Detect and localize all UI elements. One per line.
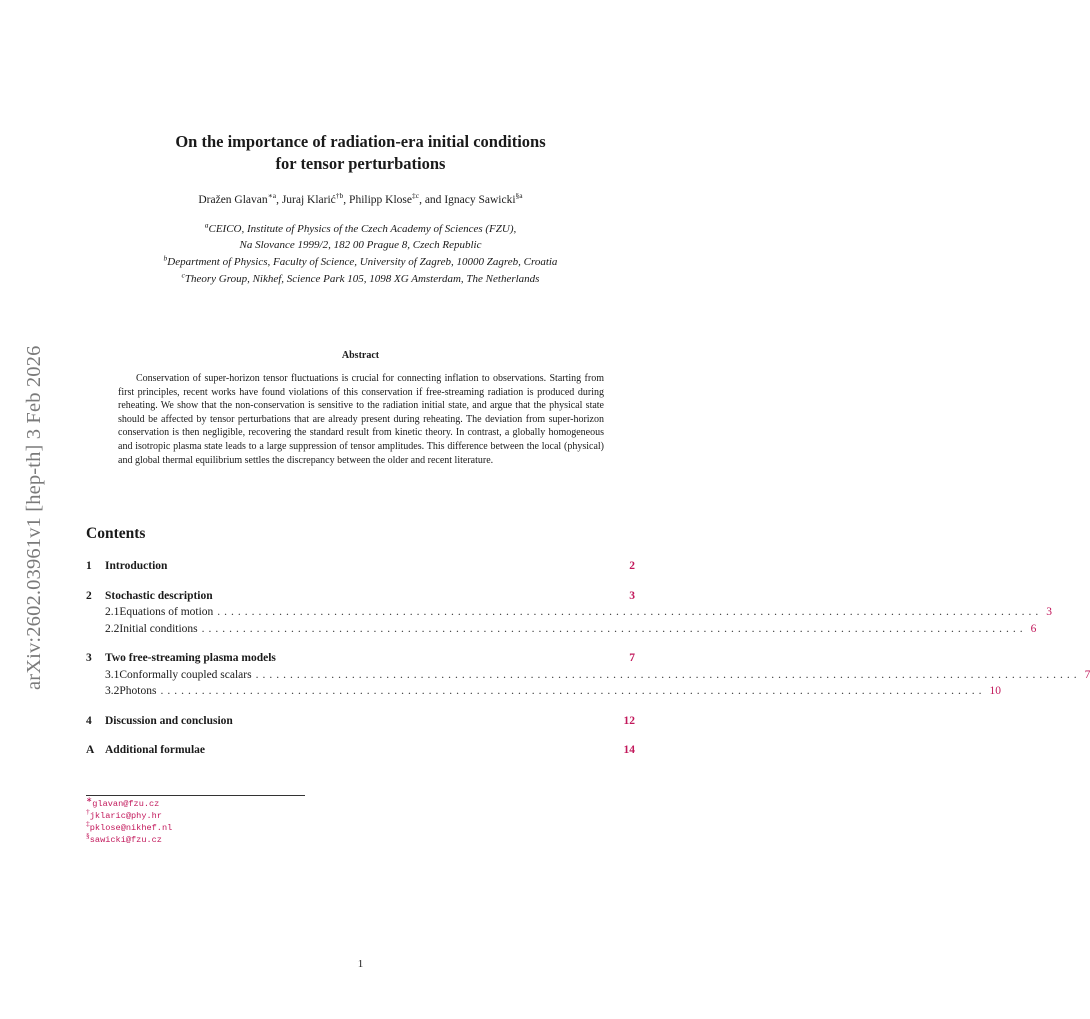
author-name: Dražen Glavan [198,194,268,206]
affiliation-line [0,238,721,254]
toc-entry[interactable] [86,742,635,758]
toc-entry-title[interactable]: Stochastic description [105,590,213,602]
toc-page-link[interactable]: 6 [1030,623,1037,635]
toc-entry-number: 3.1 [105,669,120,681]
affiliation-line [0,222,721,238]
abstract-body: Conservation of super-horizon tensor fluctuations is crucial for connecting inflation to observations. Starting from first principles, recent works have found violations of this conservation if free-streaming radiation is produced during reheating. We show that the non-conservation is sensitive to the radiation initial state, and argue that the physical state should be affected by tensor perturbations that are already present during reheating. The deviation from super-horizon conservation is then negligible, recovering the standard result from kinetic theory. In contrast, a globally homogeneous and isotropic plasma state leads to a large suppression of tensor amplitudes. This difference between the local (physical) and global thermal equilibrium settles the discrepancy between the older and recent literature. [118,373,604,466]
affiliation-text: Na Slovance 1999/2, 182 00 Prague 8, Czech Republic [239,239,482,251]
affiliation-text: CEICO, Institute of Physics of the Czech Academy of Sciences (FZU), [208,223,517,235]
affiliation-text: Theory Group, Nikhef, Science Park 105, 1098 XG Amsterdam, The Netherlands [184,273,540,285]
toc-entry[interactable] [86,558,635,574]
toc-entry-title[interactable]: Photons [119,685,157,697]
toc-page-link[interactable]: 7 [1084,669,1090,681]
email-link[interactable]: pklose@nikhef.nl [89,823,173,833]
footnote-mark: ‡ [86,819,90,829]
footnote-mark: § [86,831,90,841]
affiliation-line [0,255,721,271]
author-list [0,192,721,208]
toc-entry[interactable] [86,713,635,729]
footnote-mark: ∗ [86,795,93,805]
toc-entry-number: 4 [86,715,92,727]
author-name: Philipp Klose [349,194,412,206]
paper-title-line-2: for tensor perturbations [275,154,446,173]
toc-entry-title[interactable]: Introduction [105,560,168,572]
author-name: Juraj Klarić [281,194,336,206]
author-separator: , and [419,194,445,206]
toc-entry[interactable] [86,683,1001,699]
toc-entry[interactable] [86,588,635,604]
toc-page-link[interactable]: 14 [623,744,635,756]
author-name: Ignacy Sawicki [444,194,516,206]
toc-entry[interactable] [86,621,1037,637]
toc-entry-title[interactable]: Initial conditions [119,623,198,635]
toc-page-link[interactable]: 10 [989,685,1001,697]
footnote-rule [86,795,305,796]
abstract-heading: Abstract [341,350,380,361]
footnote-email[interactable] [86,807,162,822]
toc-entry-number: 3.2 [105,685,120,697]
affiliation-mark: a [204,220,209,230]
arxiv-identifier-stamp: arXiv:2602.03961v1 [hep-th] 3 Feb 2026 [23,345,45,690]
email-link[interactable]: sawicki@fzu.cz [89,835,162,845]
toc-entry[interactable] [86,650,635,666]
toc-dot-leader: ........................................................................................................................ [201,623,1027,635]
affiliation-text: Department of Physics, Faculty of Science, University of Zagreb, 10000 Zagreb, Croatia [167,256,558,268]
affiliation-mark: c [181,270,185,280]
toc-entry[interactable] [86,667,1090,683]
toc-entry-title[interactable]: Additional formulae [105,744,205,756]
toc-page-link[interactable]: 2 [629,560,635,572]
footnote-email[interactable] [86,819,173,834]
toc-dot-leader: ........................................................................................................................ [255,669,1081,681]
toc-entry-number: 1 [86,560,92,572]
author-mark: ‡c [411,191,420,201]
email-link[interactable]: jklaric@phy.hr [89,811,162,821]
toc-page-link[interactable]: 12 [623,715,635,727]
toc-entry[interactable] [86,604,1053,620]
affiliation-mark: b [163,253,168,263]
toc-entry-number: 2.2 [105,623,120,635]
toc-dot-leader: ........................................................................................................................ [217,606,1043,618]
toc-entry-title[interactable]: Discussion and conclusion [105,715,233,727]
author-mark: ∗a [267,191,277,201]
author-mark: †b [335,191,344,201]
toc-page-link[interactable]: 7 [629,652,635,664]
toc-entry-title[interactable]: Two free-streaming plasma models [105,652,276,664]
toc-entry-title[interactable]: Equations of motion [119,606,214,618]
author-mark: §a [515,191,523,201]
toc-entry-number: 2.1 [105,606,120,618]
footnote-email[interactable] [86,795,160,810]
toc-entry-number: 3 [86,652,92,664]
toc-page-link[interactable]: 3 [629,590,635,602]
toc-page-link[interactable]: 3 [1046,606,1053,618]
footnote-email[interactable] [86,831,162,846]
author-separator: , [343,194,350,206]
toc-entry-title[interactable]: Conformally coupled scalars [119,669,252,681]
paper-title-line-1: On the importance of radiation-era initial conditions [175,132,546,151]
author-separator: , [276,194,282,206]
page-number: 1 [357,958,364,970]
affiliation-line [0,272,721,288]
contents-heading: Contents [86,525,146,542]
toc-entry-number: 2 [86,590,92,602]
footnote-mark: † [86,807,90,817]
toc-dot-leader: ........................................................................................................................ [160,685,986,697]
toc-entry-number: A [86,744,95,756]
email-link[interactable]: glavan@fzu.cz [92,799,160,809]
